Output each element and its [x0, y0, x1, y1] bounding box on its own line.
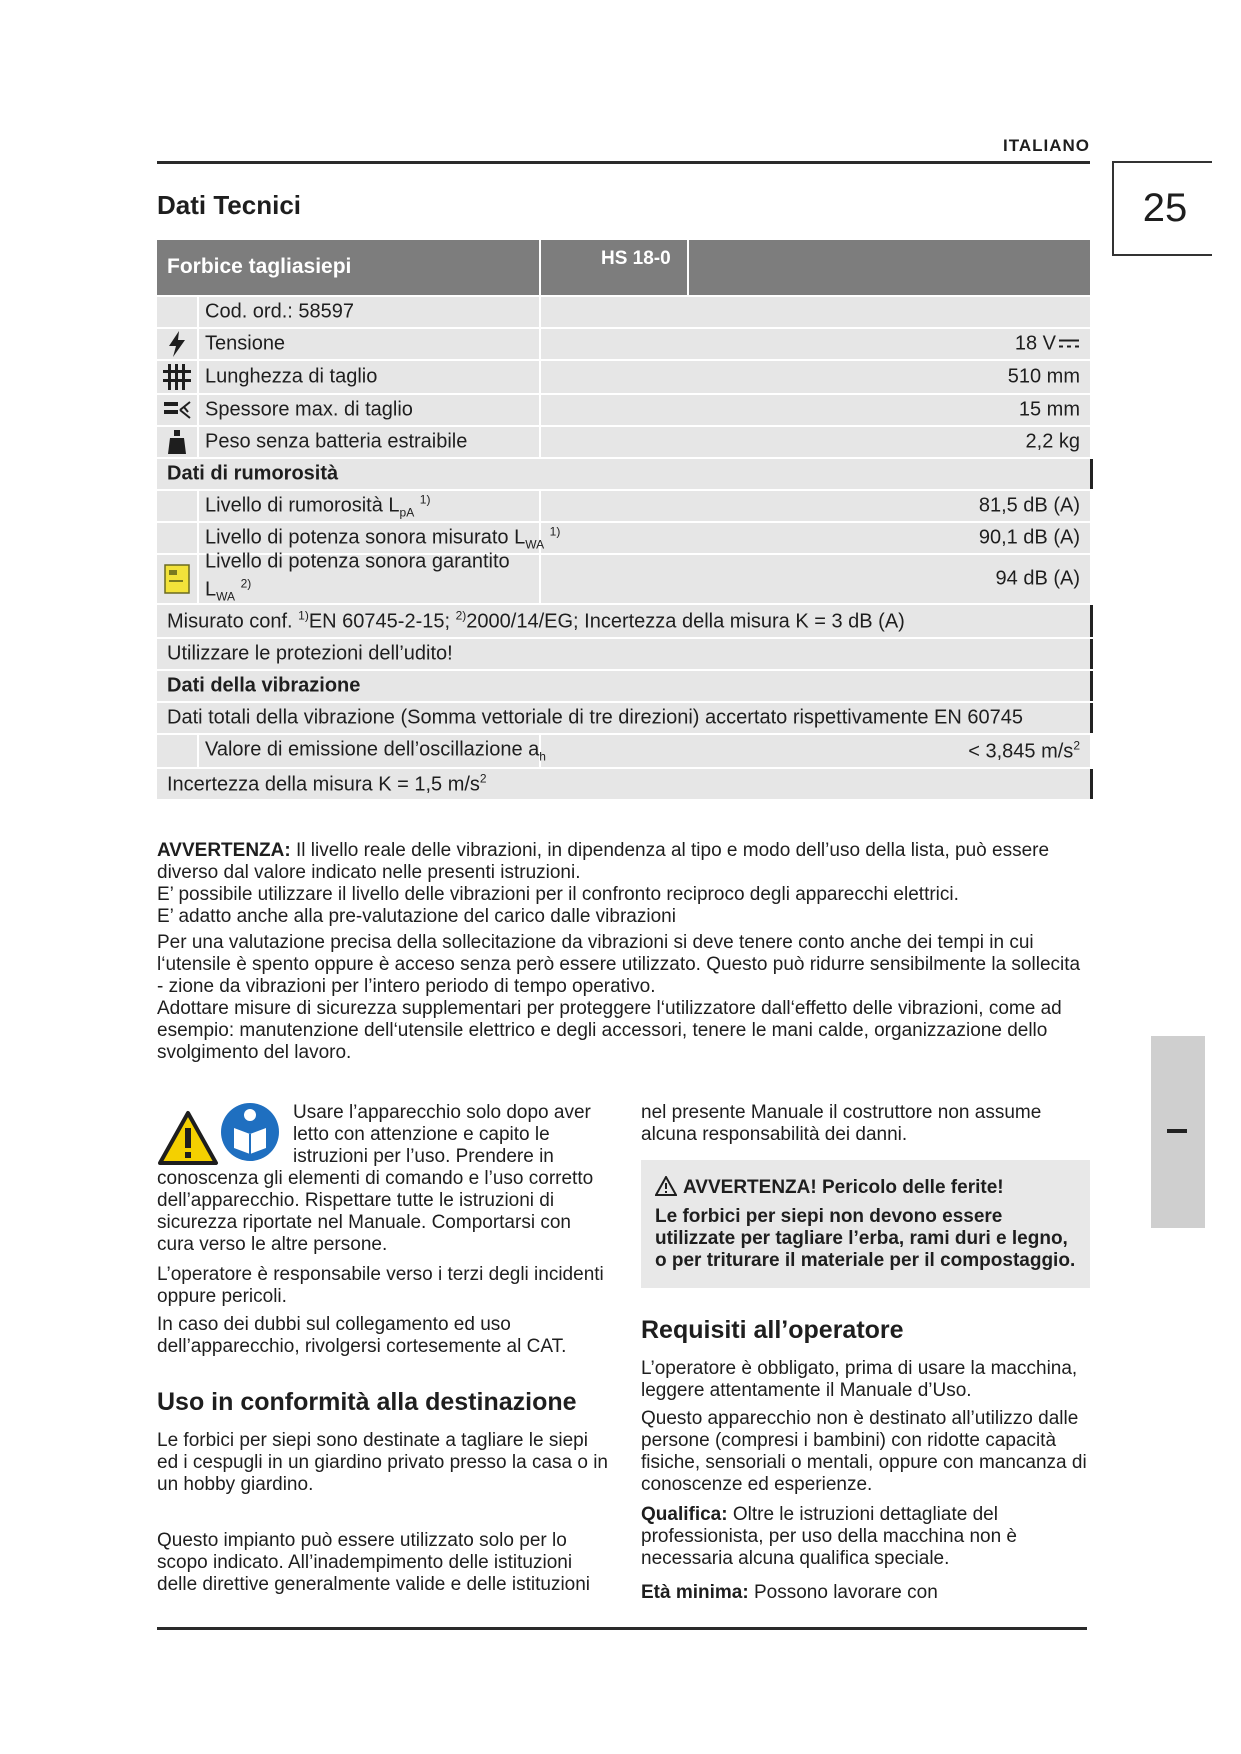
table-row	[157, 767, 1090, 799]
model-name: HS 18-0	[601, 248, 671, 269]
warning-p3: E’ adatto anche alla pre-valutazione del carico dalle vibrazioni	[157, 906, 676, 927]
right-paragraph: L’operatore è obbligato, prima di usare la macchina, leggere attentamente il Manuale d’Uso.	[641, 1358, 1078, 1401]
qualification-paragraph: Qualifica: Oltre le istruzioni dettagliate del professionista, per uso della macchina non è necessaria alcuna qualifica speciale.	[641, 1504, 1018, 1569]
side-tab	[1151, 1036, 1205, 1228]
left-paragraph: Le forbici per siepi sono destinate a tagliare le siepi ed i cespugli in un giardino privato presso la casa o in un hobby giardino.	[157, 1430, 608, 1495]
injury-warning-box	[641, 1160, 1090, 1288]
vibration-label: Valore di emissione dell’oscillazione $a_h$	[205, 738, 546, 764]
warning-p1: AVVERTENZA: Il livello reale delle vibrazioni, in dipendenza al tipo e modo dell’uso della lista, può essere diverso dal valore indicato nelle presenti istruzioni.	[157, 840, 1050, 883]
read-manual-icon	[220, 1102, 280, 1167]
table-row	[157, 521, 1090, 553]
warning-title: AVVERTENZA! Pericolo delle ferite!	[655, 1176, 1004, 1199]
weight-icon	[157, 427, 197, 457]
table-row	[157, 327, 1090, 359]
hearing-note: Utilizzare le protezioni dell’udito!	[167, 642, 453, 665]
spec-value: 510 mm	[1007, 365, 1080, 388]
order-code: Cod. ord.: 58597	[205, 300, 354, 323]
warning-text: Le forbici per siepi non devono essere utilizzate per tagliare l’erba, rami duri e legno, o per triturare il materiale per il compostaggio.	[655, 1206, 1076, 1271]
noise-heading: Dati di rumorosità	[167, 462, 339, 485]
table-row	[157, 701, 1090, 733]
spec-label: Tensione	[205, 332, 286, 355]
left-paragraph: Questo impianto può essere utilizzato solo per lo scopo indicato. All’inadempimento delle istituzioni delle direttive generalmente valide e delle istituzioni	[157, 1530, 591, 1595]
warning-p5: Adottare misure di sicurezza supplementari per proteggere l‘utilizzatore dall‘effetto delle vibrazioni, come ad esempio: manutenzione dell‘utensile elettrico e degli accessori, tenere le mani calde, organizzazione dello svolgimento del lavoro.	[157, 998, 1062, 1063]
vibration-warning	[157, 840, 1087, 1064]
language-label: ITALIANO	[1002, 136, 1090, 155]
minimum-age-paragraph: Età minima: Possono lavorare con	[641, 1582, 938, 1603]
table-row	[157, 295, 1090, 327]
table-row	[157, 637, 1090, 669]
right-paragraph: Questo apparecchio non è destinato all’utilizzo dalle persone (compresi i bambini) con ridotte capacità fisiche, sensoriali o mentali, oppure con mancanza di conoscenze ed esperienze.	[641, 1408, 1087, 1495]
left-paragraph: L’operatore è responsabile verso i terzi degli incidenti oppure pericoli.	[157, 1264, 604, 1307]
noise-value: 94 dB (A)	[995, 567, 1080, 590]
lightning-icon	[157, 329, 197, 359]
section-heading: Requisiti all’operatore	[641, 1316, 904, 1344]
intro-text-continued: conoscenza gli elementi di comando e l’uso corretto dell’apparecchio. Rispettare tutte le istruzioni di sicurezza riportate nel Manuale. Comportarsi con cura verso le altre persone.	[157, 1168, 594, 1255]
table-row	[157, 603, 1090, 637]
table-row	[157, 550, 1090, 604]
warning-p4: Per una valutazione precisa della sollecitazione da vibrazioni si deve tenere conto anche dei tempi in cui l‘utensile è spento oppure è acceso senza però essere utilizzato. Questo può ridurre sensibilmente la sollecita - zione da vibrazioni per l’intero periodo di tempo operativo.	[157, 932, 1081, 997]
table-row	[157, 425, 1090, 457]
table-row	[157, 489, 1090, 521]
branch-icon	[157, 395, 197, 425]
right-paragraph: nel presente Manuale il costruttore non assume alcuna responsabilità dei danni.	[641, 1102, 1042, 1145]
top-rule	[157, 161, 1090, 164]
spec-label: Spessore max. di taglio	[205, 398, 413, 421]
intro-text: Usare l’apparecchio solo dopo aver letto con attenzione e capito le istruzioni per l’uso. Prendere in	[293, 1102, 591, 1167]
vibration-value: < 3,845 $m/s^2$	[968, 738, 1080, 763]
side-tab-mark	[1167, 1129, 1187, 1133]
caution-icon	[655, 1176, 677, 1196]
spec-label: Peso senza batteria estraibile	[205, 430, 468, 453]
section-heading: Uso in conformità alla destinazione	[157, 1388, 577, 1416]
bottom-rule	[157, 1627, 1087, 1630]
noise-label-icon	[157, 555, 197, 603]
table-row	[157, 733, 1090, 767]
table-section-heading	[157, 669, 1090, 701]
page-number: 25	[1142, 186, 1188, 230]
noise-value: 81,5 dB (A)	[978, 494, 1080, 517]
measured-note: Misurato conf. $^{1)}$EN 60745-2-15; $^{2)}$2000/14/EG; Incertezza della misura K = 3 dB (A)	[167, 608, 905, 633]
spec-value: 15 mm	[1018, 398, 1080, 421]
table-row	[157, 359, 1090, 393]
model-cell	[539, 240, 689, 295]
page-title: Dati Tecnici	[157, 190, 302, 220]
left-paragraph: In caso dei dubbi sul collegamento ed uso dell’apparecchio, rivolgersi cortesemente al CAT.	[157, 1314, 567, 1357]
warning-triangle-icon	[157, 1110, 219, 1171]
spec-label: Lunghezza di taglio	[205, 365, 378, 388]
warning-p2: E’ possibile utilizzare il livello delle vibrazioni per il confronto reciproco degli apparecchi elettrici.	[157, 884, 959, 905]
table-section-heading	[157, 457, 1090, 489]
blade-icon	[157, 361, 197, 393]
spec-table	[157, 240, 1090, 799]
product-name: Forbice tagliasiepi	[167, 255, 352, 278]
spec-value: 2,2 kg	[1025, 430, 1080, 453]
table-header	[157, 240, 1090, 295]
noise-label: Livello di rumorosità $L_{pA}$ $^{1)}$	[205, 492, 431, 520]
uncertainty-note: Incertezza della misura K = 1,5 $m/s^2$	[167, 771, 487, 796]
vibration-total: Dati totali della vibrazione (Somma vettoriale di tre direzioni) accertato rispettivamente EN 60745	[167, 706, 1023, 729]
table-row	[157, 393, 1090, 425]
noise-label: Livello di potenza sonora misurato $L_{WA}$ $^{1)}$	[205, 524, 561, 552]
noise-value: 90,1 dB (A)	[978, 526, 1080, 549]
vibration-heading: Dati della vibrazione	[167, 674, 361, 697]
spec-value: 18 V	[1015, 333, 1080, 356]
noise-label: Livello di potenza sonora garantito $L_{WA}$ $^{2)}$	[205, 550, 510, 604]
